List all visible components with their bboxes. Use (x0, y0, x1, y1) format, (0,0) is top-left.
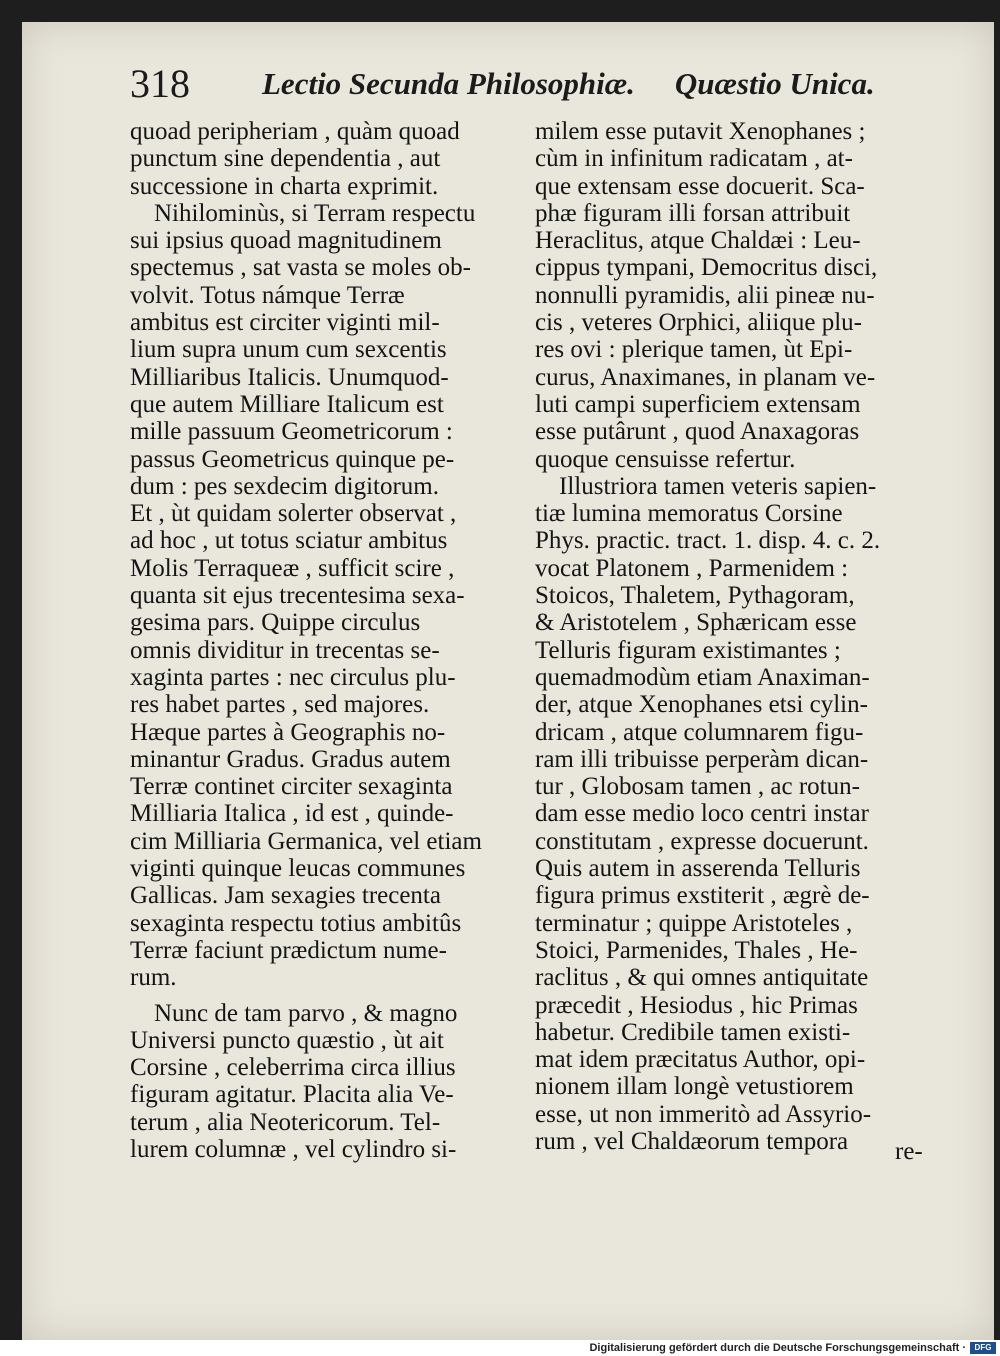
text-line: cim Milliaria Germanica, vel etiam (130, 827, 482, 855)
text-line: Molis Terraqueæ , sufficit scire , (130, 554, 455, 582)
dfg-logo: DFG (970, 1342, 996, 1354)
text-line: Telluris figuram existimantes ; (535, 636, 841, 664)
running-title-left: Lectio Secunda Philosophiæ. (262, 66, 635, 101)
text-line: luti campi superficiem extensam (535, 390, 861, 418)
text-line: xaginta partes : nec circulus plu- (130, 663, 456, 691)
text-line: Illustriora tamen veteris sapien- (559, 472, 877, 500)
text-column-right (535, 118, 937, 1155)
text-line: Terræ faciunt prædictum nume- (130, 936, 447, 964)
text-line: nionem illam longè vetustiorem (535, 1073, 854, 1101)
text-line: raclitus , & qui omnes antiquitate (535, 964, 869, 992)
text-line: ad hoc , ut totus sciatur ambitus (130, 527, 448, 555)
page-header (130, 56, 950, 116)
text-line: punctum sine dependentia , aut (130, 145, 441, 173)
text-line: Heraclitus, atque Chaldæi : Leu- (535, 227, 861, 255)
text-line: figura primus exstiterit , ægrè de- (535, 882, 870, 910)
text-line: lurem columnæ , vel cylindro si- (130, 1135, 457, 1163)
text-line: esse, ut non immeritò ad Assyrio- (535, 1100, 872, 1128)
text-line: milem esse putavit Xenophanes ; (535, 118, 866, 145)
text-line: res ovi : plerique tamen, ùt Epi- (535, 336, 853, 364)
text-line: quanta sit ejus trecentesima sexa- (130, 582, 465, 610)
text-line: dam esse medio loco centri instar (535, 800, 869, 828)
running-title-right: Quæstio Unica. (674, 66, 875, 101)
text-line: constitutam , expresse docuerunt. (535, 827, 869, 855)
text-line: Gallicas. Jam sexagies trecenta (130, 882, 441, 910)
text-line: sui ipsius quoad magnitudinem (130, 227, 442, 255)
text-line: sexaginta respectu totius ambitûs (130, 909, 462, 937)
text-line: mille passuum Geometricorum : (130, 418, 453, 446)
text-line: quoque censuisse refertur. (535, 445, 796, 473)
catchword: re- (895, 1138, 923, 1165)
text-line: terum , alia Neotericorum. Tel- (130, 1108, 441, 1136)
text-line: Terræ continet circiter sexaginta (130, 773, 453, 801)
text-line: ambitus est circiter viginti mil- (130, 309, 440, 337)
text-line: que autem Milliare Italicum est (130, 390, 444, 418)
text-line: lium supra unum cum sexcentis (130, 336, 447, 364)
text-line: Hæque partes à Geographis no- (130, 718, 446, 746)
text-line: phæ figuram illi forsan attribuit (535, 199, 851, 227)
text-line: gesima pars. Quippe circulus (130, 609, 421, 637)
text-line: esse putârunt , quod Anaxagoras (535, 418, 860, 446)
text-line: Quis autem in asserenda Telluris (535, 855, 861, 883)
running-title (262, 66, 875, 102)
funding-credit: Digitalisierung gefördert durch die Deutsche Forschungsgemeinschaft · (589, 1342, 966, 1354)
text-column-left (130, 118, 515, 1163)
text-line: passus Geometricus quinque pe- (130, 445, 455, 473)
text-line: tur , Globosam tamen , ac rotun- (535, 773, 860, 801)
text-line: rum , vel Chaldæorum tempora (535, 1127, 849, 1155)
text-line: Phys. practic. tract. 1. disp. 4. c. 2. (535, 527, 881, 555)
text-line: dricam , atque columnarem figu- (535, 718, 864, 746)
text-line: nonnulli pyramidis, alii pineæ nu- (535, 281, 875, 309)
text-line: cis , veteres Orphici, aliique plu- (535, 309, 862, 337)
text-line: Nihilominùs, si Terram respectu (154, 199, 476, 227)
paragraph-gap (130, 992, 515, 1000)
text-line: terminatur ; quippe Aristoteles , (535, 909, 853, 937)
text-line: quemadmodùm etiam Anaximan- (535, 663, 870, 691)
text-line: mat idem præcitatus Author, opi- (535, 1046, 866, 1074)
text-line: cippus tympani, Democritus disci, (535, 254, 878, 282)
text-line: Milliaria Italica , id est , quinde- (130, 800, 454, 828)
text-line: Stoicos, Thaletem, Pythagoram, (535, 582, 855, 610)
text-line: omnis dividitur in trecentas se- (130, 636, 440, 664)
text-line: tiæ lumina memoratus Corsine (535, 500, 843, 528)
text-line: dum : pes sexdecim digitorum. (130, 472, 439, 500)
text-line: minantur Gradus. Gradus autem (130, 745, 451, 773)
text-line: spectemus , sat vasta se moles ob- (130, 254, 471, 282)
text-line: cùm in infinitum radicatam , at- (535, 145, 853, 173)
text-line: successione in charta exprimit. (130, 172, 439, 200)
text-line: Universi puncto quæstio , ùt ait (130, 1026, 444, 1054)
text-line: figuram agitatur. Placita alia Ve- (130, 1081, 454, 1109)
text-line: viginti quinque leucas communes (130, 855, 466, 883)
text-line: quoad peripheriam , quàm quoad (130, 118, 460, 145)
text-line: præcedit , Hesiodus , hic Primas (535, 991, 858, 1019)
text-line: curus, Anaximanes, in planam ve- (535, 363, 876, 391)
text-line: rum. (130, 964, 177, 992)
text-line: volvit. Totus námque Terræ (130, 281, 405, 309)
digitization-footer (0, 1340, 1000, 1356)
text-line: vocat Platonem , Parmenidem : (535, 554, 849, 582)
text-line: que extensam esse docuerit. Sca- (535, 172, 865, 200)
text-line: habetur. Credibile tamen existi- (535, 1018, 851, 1046)
text-line: Stoici, Parmenides, Thales , He- (535, 936, 858, 964)
text-line: der, atque Xenophanes etsi cylin- (535, 691, 868, 719)
text-line: Milliaribus Italicis. Unumquod- (130, 363, 449, 391)
text-line: Et , ùt quidam solerter observat , (130, 500, 457, 528)
text-line: Corsine , celeberrima circa illius (130, 1054, 456, 1082)
page-number: 318 (130, 61, 190, 106)
text-line: res habet partes , sed majores. (130, 691, 430, 719)
text-line: Nunc de tam parvo , & magno (154, 999, 458, 1027)
text-line: & Aristotelem , Sphæricam esse (535, 609, 857, 637)
text-line: ram illi tribuisse perperàm dican- (535, 745, 869, 773)
